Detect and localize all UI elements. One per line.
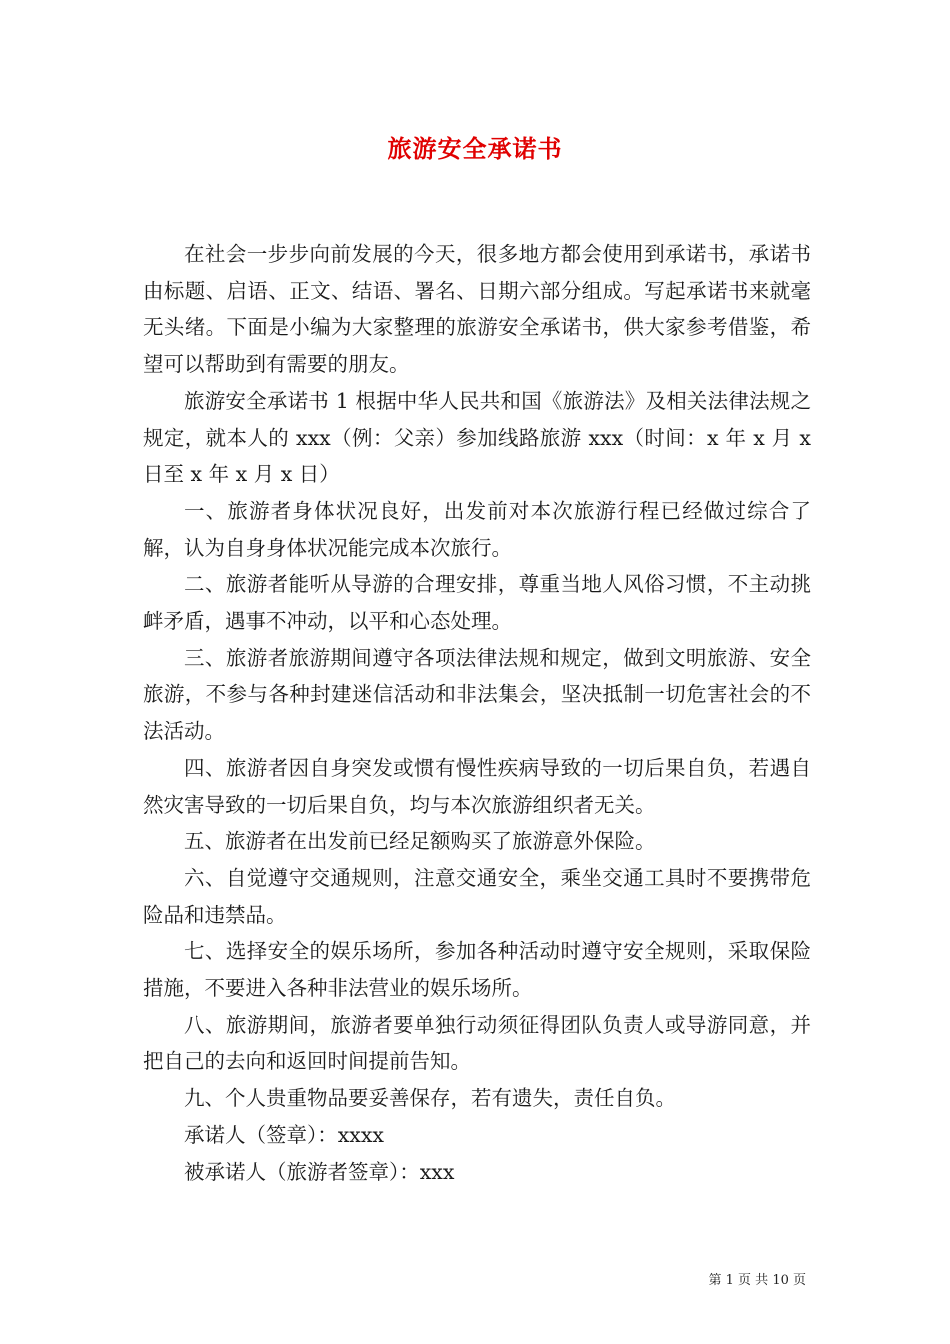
page-number: 第 1 页 共 10 页 (708, 1273, 806, 1288)
clause-5: 五、旅游者在出发前已经足额购买了旅游意外保险。 (184, 829, 656, 854)
intro-paragraph: 在社会一步步向前发展的今天，很多地方都会使用到承诺书，承诺书由标题、启语、正文、结语、署名、日期六部分组成。写起承诺书来就毫无头绪。下面是小编为大家整理的旅游安全承诺书，供大家参考借鉴，希望可以帮助到有需要的朋友。 (143, 242, 811, 377)
pledger-signature-line: 承诺人（签章）：xxxx (184, 1122, 384, 1147)
clause-7: 七、选择安全的娱乐场所，参加各种活动时遵守安全规则，采取保险措施，不要进入各种非法营业的娱乐场所。 (143, 939, 811, 1001)
clause-6: 六、自觉遵守交通规则，注意交通安全，乘坐交通工具时不要携带危险品和违禁品。 (143, 865, 811, 927)
clause-2: 二、旅游者能听从导游的合理安排，尊重当地人风俗习惯，不主动挑衅矛盾，遇事不冲动，以平和心态处理。 (143, 572, 811, 634)
clause-3: 三、旅游者旅游期间遵守各项法律法规和规定，做到文明旅游、安全旅游，不参与各种封建迷信活动和非法集会，坚决抵制一切危害社会的不法活动。 (143, 645, 811, 744)
clause-8: 八、旅游期间，旅游者要单独行动须征得团队负责人或导游同意，并把自己的去向和返回时间提前告知。 (143, 1012, 811, 1074)
clause-4: 四、旅游者因自身突发或惯有慢性疾病导致的一切后果自负，若遇自然灾害导致的一切后果自负，均与本次旅游组织者无关。 (143, 755, 811, 817)
pledgee-signature-line: 被承诺人（旅游者签章）：xxx (184, 1159, 455, 1184)
clause-1: 一、旅游者身体状况良好，出发前对本次旅游行程已经做过综合了解，认为自身身体状况能完成本次旅行。 (143, 498, 811, 560)
document-title: 旅游安全承诺书 (387, 134, 563, 163)
pledge-intro-paragraph: 旅游安全承诺书 1 根据中华人民共和国《旅游法》及相关法律法规之规定，就本人的 xxx（例：父亲）参加线路旅游 xxx（时间：x 年 x 月 x 日至 x 年 x 月 x 日） (143, 388, 811, 487)
document-body (143, 236, 811, 1190)
clause-9: 九、个人贵重物品要妥善保存，若有遗失，责任自负。 (184, 1086, 676, 1111)
